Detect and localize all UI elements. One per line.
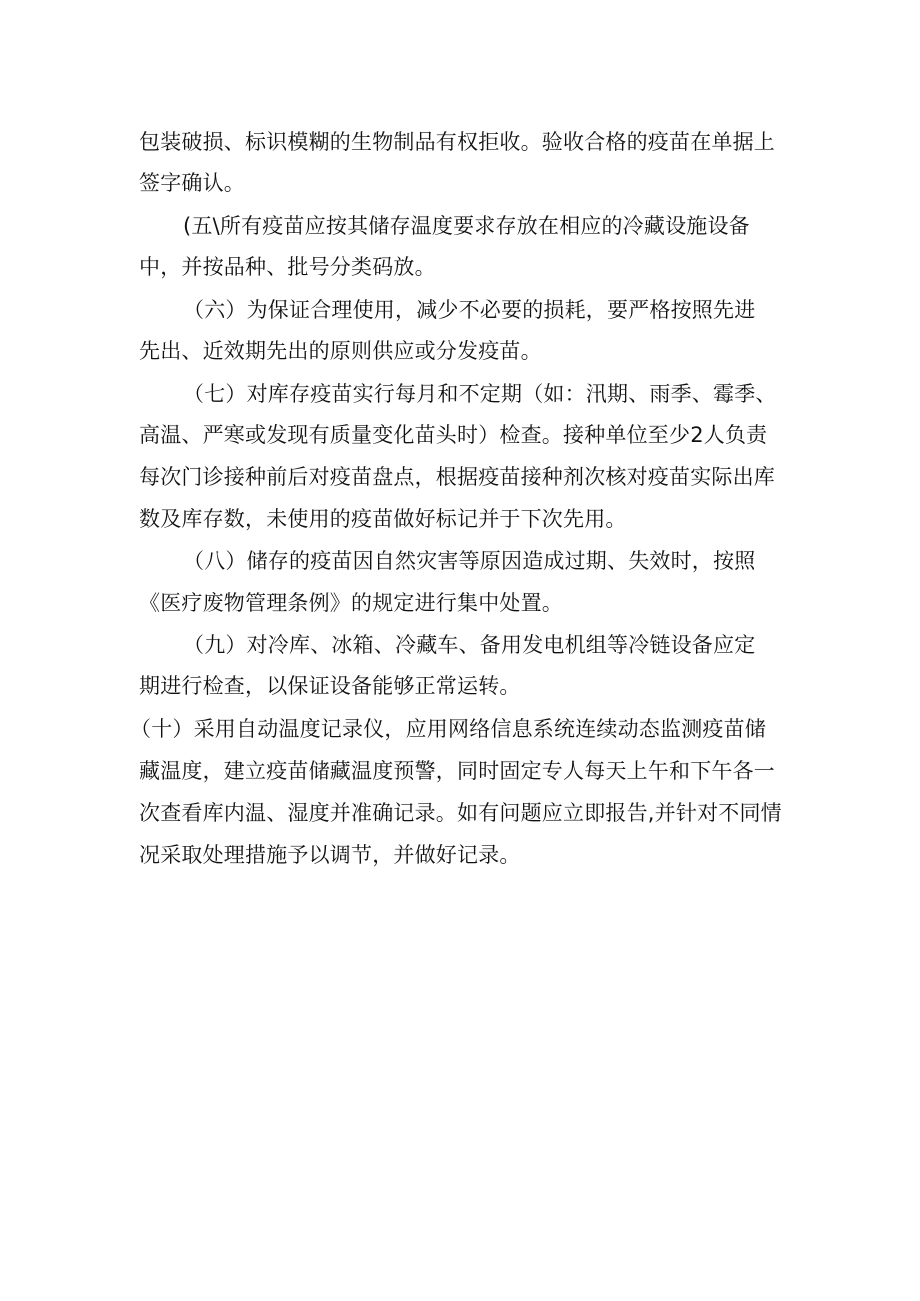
text-line: 期进行检查，以保证设备能够正常运转。 bbox=[139, 674, 521, 698]
text-line: （十）采用自动温度记录仪，应用网络信息系统连续动态监测疫苗储 bbox=[130, 717, 766, 741]
text-line: 数及库存数，未使用的疫苗做好标记并于下次先用。 bbox=[139, 507, 627, 531]
text-line: 次查看库内温、湿度并准确记录。如有问题应立即报告,并针对不同情 bbox=[139, 801, 782, 825]
text-line: （七）对库存疫苗实行每月和不定期（如：汛期、雨季、霉季、 bbox=[183, 382, 777, 406]
text-line: 中，并按品种、批号分类码放。 bbox=[139, 255, 436, 279]
text-line: (五\所有疫苗应按其储存温度要求存放在相应的冷藏设施设备 bbox=[183, 214, 750, 238]
text-line: （九）对冷库、冰箱、冷藏车、备用发电机组等冷链设备应定 bbox=[183, 633, 756, 657]
text-line: 藏温度，建立疫苗储藏温度预警，同时固定专人每天上午和下午各一 bbox=[139, 759, 775, 783]
text-line: 高温、严寒或发现有质量变化苗头时）检查。接种单位至少2人负责 bbox=[139, 423, 768, 447]
text-line: 签字确认。 bbox=[139, 171, 245, 195]
text-line: （六）为保证合理使用，减少不必要的损耗，要严格按照先进 bbox=[183, 298, 756, 322]
text-line: 先出、近效期先出的原则供应或分发疫苗。 bbox=[139, 339, 542, 363]
text-line: 《医疗废物管理条例》的规定进行集中处置。 bbox=[139, 591, 563, 615]
text-line: 包装破损、标识模糊的生物制品有权拒收。验收合格的疫苗在单据上 bbox=[139, 130, 775, 154]
text-line: （八）储存的疫苗因自然灾害等原因造成过期、失效时，按照 bbox=[183, 549, 756, 573]
text-line: 况采取处理措施予以调节，并做好记录。 bbox=[139, 843, 521, 867]
text-line: 每次门诊接种前后对疫苗盘点，根据疫苗接种剂次核对疫苗实际出库 bbox=[139, 465, 775, 489]
